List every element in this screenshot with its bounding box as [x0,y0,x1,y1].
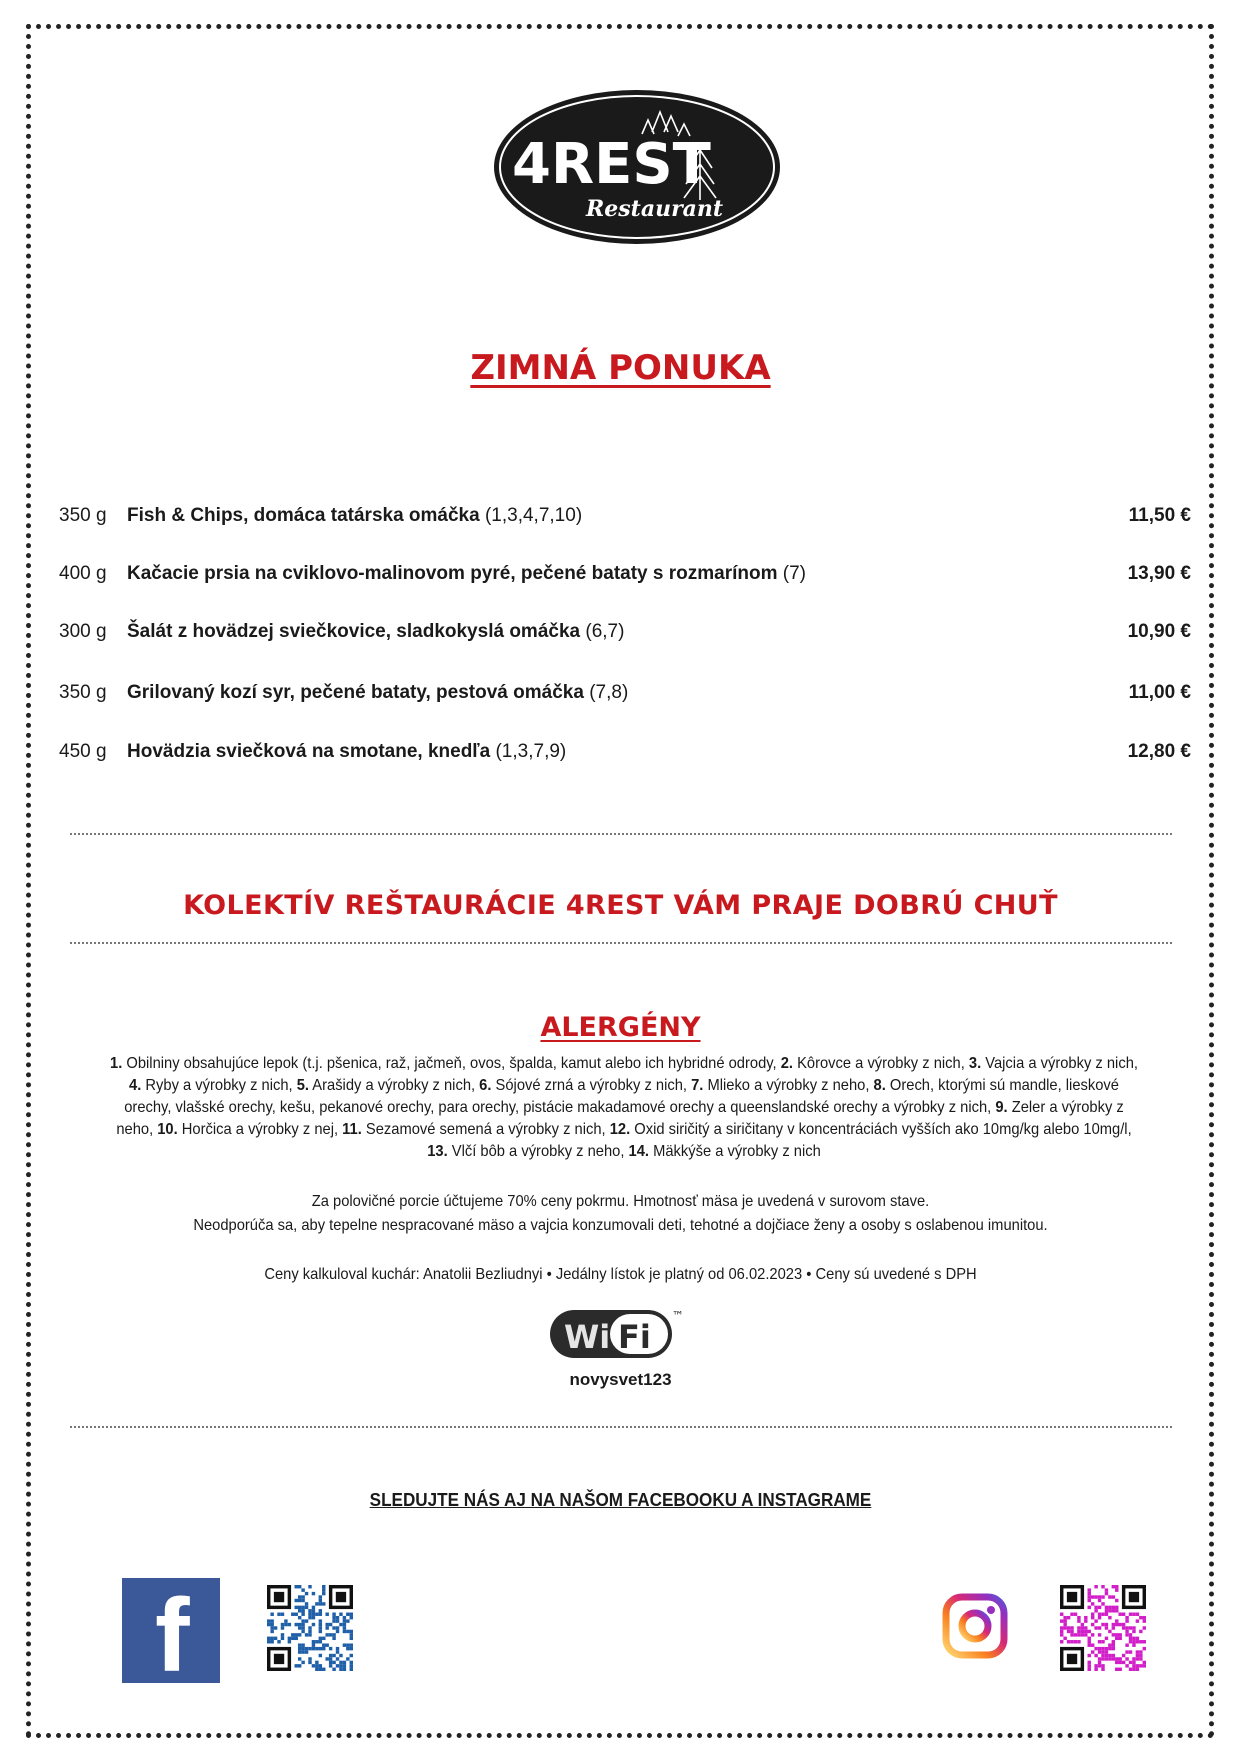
wifi-tm: ™ [672,1309,684,1323]
facebook-icon[interactable]: f [122,1578,220,1683]
allergen-number: 11. [342,1121,362,1138]
allergen-text: Sójové zrná a výrobky z nich, [491,1077,692,1094]
item-name [127,621,624,643]
allergen-number: 6. [479,1077,492,1094]
allergen-text: Mlieko a výrobky z neho, [703,1077,874,1094]
item-title: Kačacie prsia na cviklovo-malinovom pyré, pečené bataty s rozmarínom [127,563,778,584]
item-weight: 400 g [59,563,107,584]
item-price: 11,00 € [1128,682,1191,703]
item-price: 12,80 € [1127,741,1191,762]
allergen-number: 1. [110,1055,123,1072]
allergen-number: 13. [427,1143,448,1160]
item-weight: 450 g [59,741,107,762]
item-title: Hovädzia sviečková na smotane, knedľa [127,741,491,762]
wifi-logo [548,1306,688,1362]
menu-item [0,563,1241,593]
wifi-wi: Wi [564,1318,611,1356]
instagram-icon[interactable] [942,1593,1008,1659]
item-weight: 300 g [59,621,107,642]
dotted-border [26,24,1214,1738]
facebook-qr-code[interactable] [267,1585,353,1671]
item-title: Fish & Chips, domáca tatárska omáčka [127,505,480,526]
item-name [127,505,582,527]
item-price: 10,90 € [1127,621,1191,642]
allergen-number: 14. [628,1143,649,1160]
item-allergens: (6,7) [585,621,625,642]
menu-item [0,621,1241,651]
logo-brand: 4REST [512,132,711,197]
footer-note: Ceny kalkuloval kuchár: Anatolii Bezliudnyi • Jedálny lístok je platný od 06.02.2023 • Ceny sú uvedené s DPH [264,1266,977,1283]
allergens-list [107,1053,1141,1163]
item-weight: 350 g [59,682,107,703]
item-allergens: (1,3,7,9) [495,741,567,762]
allergens-title: ALERGÉNY [540,1012,701,1043]
item-weight: 350 g [59,505,107,526]
menu-item [0,741,1241,771]
wish-heading: KOLEKTÍV REŠTAURÁCIE 4REST VÁM PRAJE DOBRÚ CHUŤ [183,890,1058,921]
allergen-text: Obilniny obsahujúce lepok (t.j. pšenica, raž, jačmeň, ovos, špalda, kamut alebo ich hybridné odrody, [122,1055,781,1072]
allergen-number: 2. [780,1055,793,1072]
allergen-text: Sezamové semená a výrobky z nich, [361,1121,610,1138]
item-title: Šalát z hovädzej sviečkovice, sladkokyslá omáčka [127,621,581,642]
divider [70,1426,1172,1428]
item-name [127,682,628,704]
follow-text: SLEDUJTE NÁS AJ NA NAŠOM FACEBOOKU A INSTAGRAME [369,1490,872,1510]
item-title: Grilovaný kozí syr, pečené bataty, pestová omáčka [127,682,584,703]
item-name [127,741,566,763]
allergen-text: Oxid siričitý a siričitany v koncentráciách vyšších ako 10mg/kg alebo 10mg/l, [630,1121,1132,1138]
allergen-text: Horčica a výrobky z nej, [177,1121,343,1138]
menu-item [0,505,1241,535]
allergen-text: Mäkkýše a výrobky z nich [648,1143,821,1160]
item-allergens: (1,3,4,7,10) [484,505,583,526]
allergen-number: 9. [995,1099,1008,1116]
wifi-password: novysvet123 [569,1370,672,1389]
allergen-text: Vajcia a výrobky z nich, [981,1055,1138,1072]
item-price: 11,50 € [1128,505,1191,526]
divider [70,833,1172,835]
item-price: 13,90 € [1127,563,1191,584]
allergen-number: 5. [296,1077,310,1094]
allergen-number: 7. [691,1077,704,1094]
instagram-qr-code[interactable] [1060,1585,1146,1671]
allergen-number: 10. [157,1121,178,1138]
wifi-fi: Fi [618,1318,651,1356]
allergen-text: Vlčí bôb a výrobky z neho, [447,1143,629,1160]
item-allergens: (7,8) [589,682,629,703]
allergen-text: Kôrovce a výrobky z nich, [792,1055,969,1072]
allergen-number: 3. [968,1055,982,1072]
item-name [127,563,806,585]
menu-title: ZIMNÁ PONUKA [470,348,771,388]
allergen-text: Zeler a výrobky z neho, [116,1099,1124,1138]
restaurant-logo [492,88,782,246]
allergen-number: 8. [873,1077,886,1094]
allergen-number: 4. [129,1077,142,1094]
allergen-number: 12. [609,1121,631,1138]
allergen-text: Orech, ktorými sú mandle, lieskové orechy, vlašské orechy, kešu, pekanové orechy, para orechy, pistácie makadamové orechy a queenslandské orechy a výrobky z nich, [124,1077,1119,1116]
divider [70,942,1172,944]
portion-note: Za polovičné porcie účtujeme 70% ceny pokrmu. Hmotnosť mäsa je uvedená v surovom stave. [311,1193,930,1210]
allergen-text: Arašidy a výrobky z nich, [309,1077,480,1094]
warning-note: Neodporúča sa, aby tepelne nespracované mäso a vajcia konzumovali deti, tehotné a dojčiace ženy a osoby s oslabenou imunitou. [193,1217,1048,1234]
allergen-text: Ryby a výrobky z nich, [141,1077,297,1094]
item-allergens: (7) [782,563,806,584]
logo-sub: Restaurant [586,196,724,222]
menu-item [0,682,1241,712]
